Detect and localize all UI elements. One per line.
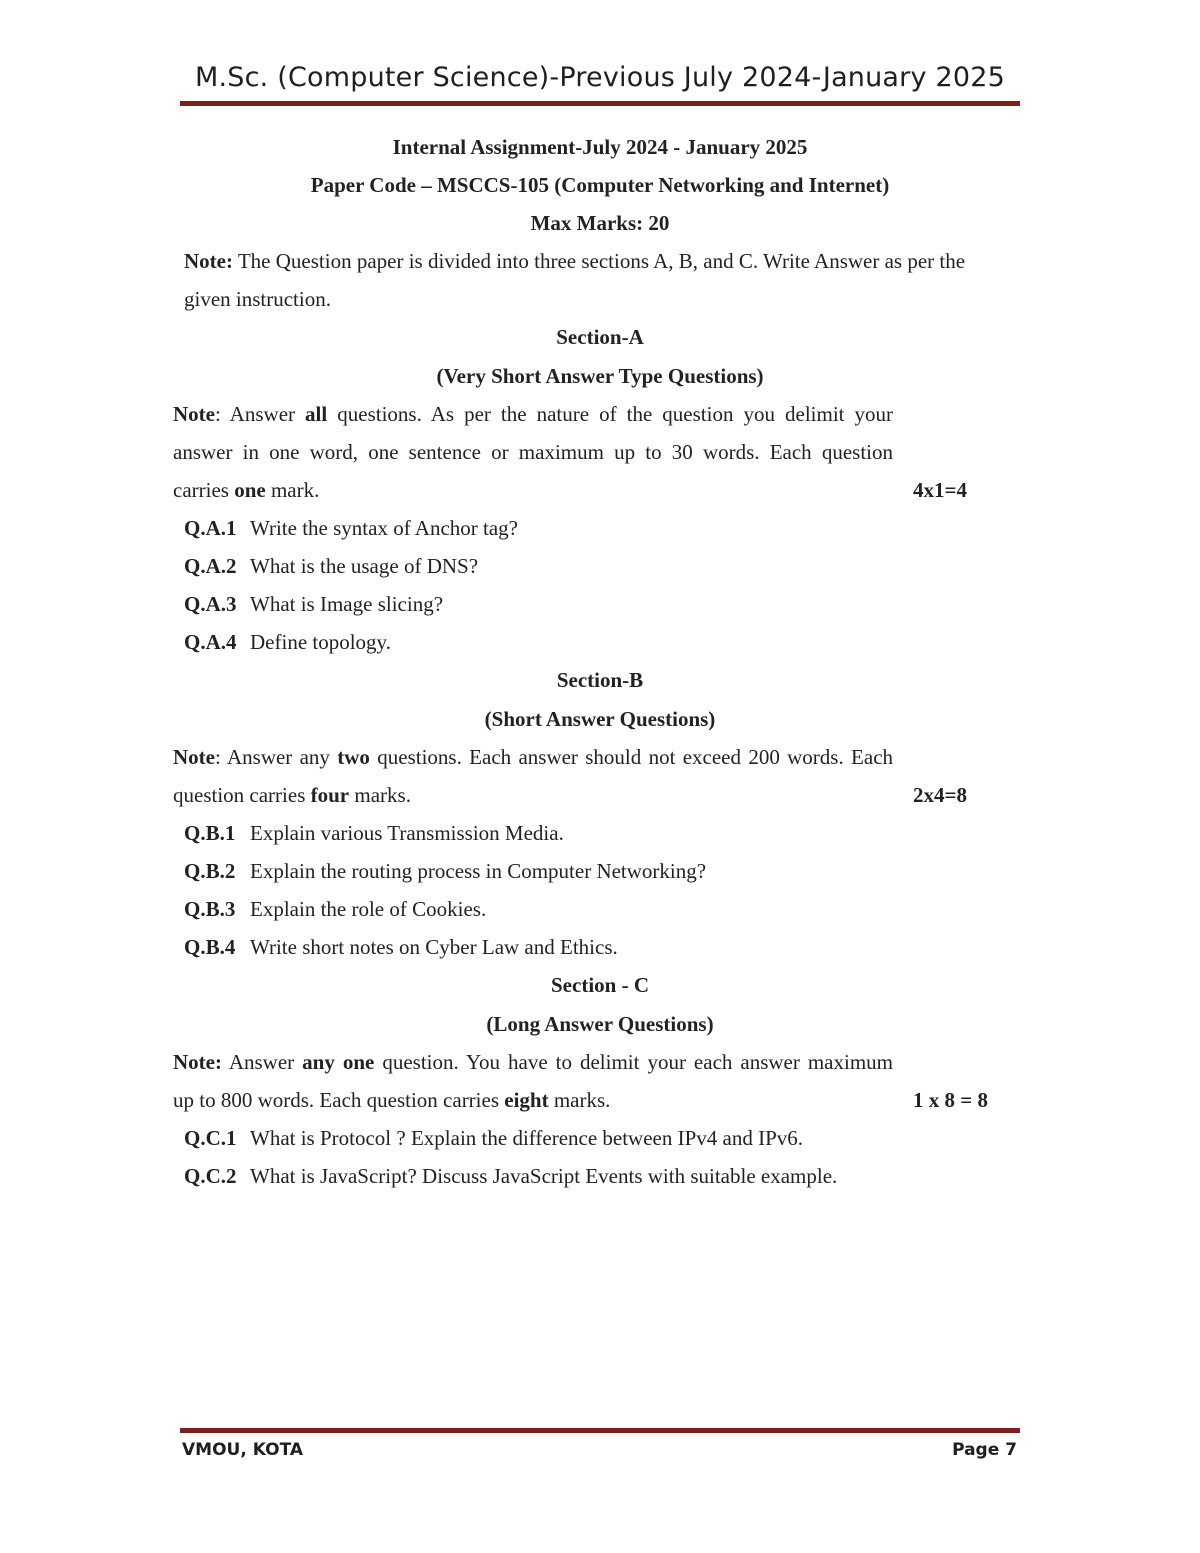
section-b-marks: 2x4=8 [913,783,967,807]
note-text: questions. As per the nature of the question you delimit your [337,402,894,426]
question-number: Q.C.2 [184,1164,237,1188]
note-text: Answer [228,1050,295,1074]
note-emphasis: any one [302,1050,375,1074]
question-text: Explain the routing process in Computer Networking? [250,859,707,883]
question-number: Q.C.1 [184,1126,237,1150]
question-number: Q.B.4 [184,935,236,959]
section-b-note-line2 [173,783,411,808]
question-text: What is Image slicing? [250,592,444,616]
header-divider [180,101,1020,106]
section-b-note-label: Note [173,745,215,769]
question-number: Q.B.1 [184,821,236,845]
question-number: Q.A.4 [184,630,237,654]
question-text: Explain the role of Cookies. [250,897,487,921]
section-c-marks: 1 x 8 = 8 [913,1088,988,1112]
question-number: Q.A.1 [184,516,237,540]
assignment-title: Internal Assignment-July 2024 - January 2025 [392,135,808,159]
intro-note-label: Note: [184,249,233,273]
question-text: What is Protocol ? Explain the difference between IPv4 and IPv6. [250,1126,804,1150]
section-a-note-line1 [173,402,893,427]
section-b-note-line1 [173,745,893,770]
intro-note-text: The Question paper is divided into three sections A, B, and C. Write Answer as per the [237,249,966,273]
footer-divider [180,1428,1020,1433]
question-number: Q.A.3 [184,592,237,616]
note-emphasis: eight [504,1088,549,1112]
question-text: Write short notes on Cyber Law and Ethics. [250,935,618,959]
note-text: : Answer [214,402,296,426]
page-number: Page 7 [952,1440,1017,1460]
intro-note-line2: given instruction. [184,287,331,311]
footer-institution: VMOU, KOTA [182,1440,304,1460]
section-a-note-line2: answer in one word, one sentence or maximum up to 30 words. Each question [173,440,893,464]
note-text: carries [173,478,229,502]
question-number: Q.B.2 [184,859,236,883]
section-b-subtitle: (Short Answer Questions) [484,707,716,731]
note-text: questions. Each answer should not exceed 200 words. Each [377,745,894,769]
page-header-title: M.Sc. (Computer Science)-Previous July 2024-January 2025 [195,62,1005,93]
question-text: Define topology. [250,630,391,654]
note-text: marks. [553,1088,611,1112]
section-c-note-label: Note: [173,1050,222,1074]
intro-note-line1 [184,249,965,274]
question-text: What is JavaScript? Discuss JavaScript Events with suitable example. [250,1164,838,1188]
section-c-subtitle: (Long Answer Questions) [486,1012,714,1036]
note-text: marks. [354,783,411,807]
section-a-note-line3 [173,478,319,503]
section-b-title: Section-B [556,668,644,692]
note-text: up to 800 words. Each question carries [173,1088,500,1112]
note-text: question. You have to delimit your each answer maximum [382,1050,894,1074]
section-c-note-line1 [173,1050,893,1075]
note-emphasis: two [337,745,370,769]
note-text: question carries [173,783,306,807]
section-a-marks: 4x1=4 [913,478,967,502]
paper-code: Paper Code – MSCCS-105 (Computer Networking and Internet) [310,173,890,197]
section-c-note-line2 [173,1088,610,1113]
section-a-note-label: Note [173,402,215,426]
question-text: Write the syntax of Anchor tag? [250,516,518,540]
section-c-title: Section - C [551,973,649,997]
note-emphasis: all [305,402,328,426]
question-text: What is the usage of DNS? [250,554,479,578]
question-text: Explain various Transmission Media. [250,821,564,845]
section-a-title: Section-A [556,325,644,349]
question-number: Q.A.2 [184,554,237,578]
note-emphasis: one [234,478,266,502]
note-emphasis: four [310,783,350,807]
question-number: Q.B.3 [184,897,236,921]
section-a-subtitle: (Very Short Answer Type Questions) [436,364,764,388]
note-text: : Answer any [214,745,330,769]
max-marks: Max Marks: 20 [530,211,670,235]
note-text: mark. [270,478,320,502]
